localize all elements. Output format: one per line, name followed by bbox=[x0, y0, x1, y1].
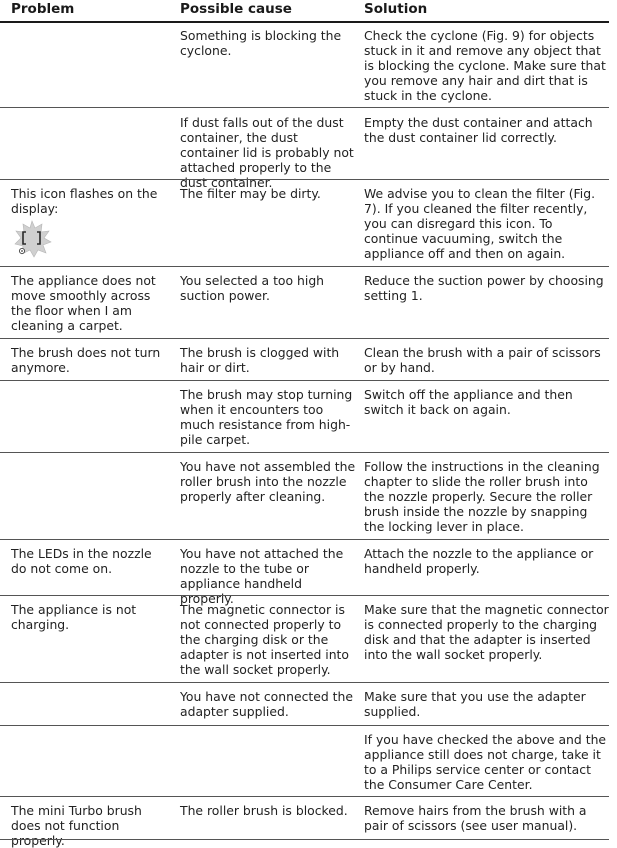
header-divider bbox=[0, 21, 609, 23]
row-problem: The LEDs in the nozzle do not come on. bbox=[11, 546, 152, 576]
table-header bbox=[0, 0, 617, 22]
row-divider bbox=[0, 179, 609, 180]
row-solution: Follow the instructions in the cleaning chapter to slide the roller brush into the nozzle properly. Secure the roller brush inside the nozzle by snapping the locking lever in place. bbox=[364, 459, 600, 534]
row-divider bbox=[0, 266, 609, 267]
row-problem: The appliance is not charging. bbox=[11, 602, 137, 632]
row-problem: This icon flashes on the display: bbox=[11, 186, 158, 216]
row-divider bbox=[0, 380, 609, 381]
row-solution: Check the cyclone (Fig. 9) for objects stuck in it and remove any object that is blocking the cyclone. Make sure that you remove any hair and dirt that is stuck in the cyclone. bbox=[364, 28, 606, 103]
row-cause: The magnetic connector is not connected properly to the charging disk or the adapter is not inserted into the wall socket properly. bbox=[180, 602, 349, 677]
row-solution: Empty the dust container and attach the dust container lid correctly. bbox=[364, 115, 593, 145]
row-divider bbox=[0, 338, 609, 339]
row-divider bbox=[0, 796, 609, 797]
row-cause: The filter may be dirty. bbox=[180, 186, 321, 201]
header-problem: Problem bbox=[11, 1, 75, 17]
row-divider bbox=[0, 682, 609, 683]
row-divider bbox=[0, 452, 609, 453]
row-cause: You have not connected the adapter supplied. bbox=[180, 689, 354, 719]
header-cause: Possible cause bbox=[180, 1, 292, 17]
row-solution: If you have checked the above and the appliance still does not charge, take it to a Philips service center or contact the Consumer Care Center. bbox=[364, 732, 607, 792]
row-problem: The brush does not turn anymore. bbox=[11, 345, 161, 375]
row-divider bbox=[0, 725, 609, 726]
row-solution: Clean the brush with a pair of scissors or by hand. bbox=[364, 345, 601, 375]
row-cause: You have not assembled the roller brush into the nozzle properly after cleaning. bbox=[180, 459, 356, 504]
row-cause: You have not attached the nozzle to the tube or appliance handheld properly. bbox=[180, 546, 344, 606]
row-cause: The brush is clogged with hair or dirt. bbox=[180, 345, 340, 375]
row-solution: Attach the nozzle to the appliance or handheld properly. bbox=[364, 546, 594, 576]
row-cause: The roller brush is blocked. bbox=[180, 803, 348, 818]
row-divider bbox=[0, 539, 609, 540]
row-problem: The mini Turbo brush does not function properly. bbox=[11, 803, 142, 848]
row-solution: Switch off the appliance and then switch it back on again. bbox=[364, 387, 573, 417]
row-divider bbox=[0, 839, 609, 840]
row-problem: The appliance does not move smoothly across the floor when I am cleaning a carpet. bbox=[11, 273, 156, 333]
row-cause: Something is blocking the cyclone. bbox=[180, 28, 342, 58]
filter-warning-icon bbox=[12, 220, 52, 258]
row-divider bbox=[0, 595, 609, 596]
row-solution: Reduce the suction power by choosing setting 1. bbox=[364, 273, 604, 303]
row-solution: Remove hairs from the brush with a pair of scissors (see user manual). bbox=[364, 803, 587, 833]
row-solution: Make sure that the magnetic connector is connected properly to the charging disk and that the adapter is inserted into the wall socket properly. bbox=[364, 602, 609, 662]
row-solution: We advise you to clean the filter (Fig. 7). If you cleaned the filter recently, you can disregard this icon. To continue vacuuming, switch the appliance off and then on again. bbox=[364, 186, 596, 261]
row-cause: You selected a too high suction power. bbox=[180, 273, 325, 303]
row-solution: Make sure that you use the adapter supplied. bbox=[364, 689, 586, 719]
row-cause: If dust falls out of the dust container, the dust container lid is probably not attached properly to the dust container. bbox=[180, 115, 354, 190]
header-solution: Solution bbox=[364, 1, 428, 17]
row-divider bbox=[0, 107, 609, 108]
row-cause: The brush may stop turning when it encounters too much resistance from high-pile carpet. bbox=[180, 387, 353, 447]
